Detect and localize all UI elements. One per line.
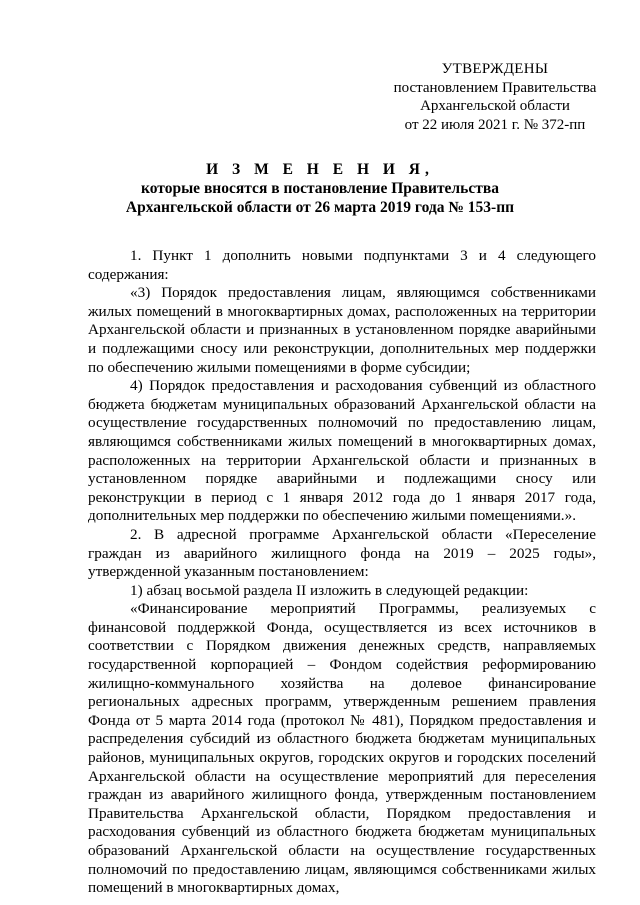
paragraph: «3) Порядок предоставления лицам, являющимся собственниками жилых помещений в многоквартирных домах, расположенных на территории Архангельской области и признанных в установленном порядке аварийными и подлежащими сносу или реконструкции, дополнительных мер поддержки по обеспечению жилыми помещениями в форме субсидии;	[88, 284, 596, 376]
approval-stamp	[380, 60, 610, 134]
approval-line: Архангельской области	[420, 98, 570, 114]
approval-heading: УТВЕРЖДЕНЫ	[441, 61, 549, 77]
document-title	[60, 160, 580, 217]
paragraph: 2. В адресной программе Архангельской области «Переселение граждан из аварийного жилищного фонда на 2019 – 2025 годы», утвержденной указанным постановлением:	[88, 525, 596, 581]
title-heading: И З М Е Н Е Н И Я,	[206, 161, 434, 178]
paragraph: «Финансирование мероприятий Программы, реализуемых с финансовой поддержкой Фонда, осуществляется из всех источников в соответствии с Порядком движения денежных средств, направляемых государственной корпорацией – Фондом содействия реформированию жилищно-коммунального хозяйства на долевое финансирование региональных адресных программ, утвержденным решением правления Фонда от 5 марта 2014 года (протокол № 481), Порядком предоставления и распределения субсидий из областного бюджета бюджетам муниципальных районов, муниципальных округов, городских округов и городских поселений Архангельской области на осуществление мероприятий для переселения граждан из аварийного жилищного фонда, утвержденным постановлением Правительства Архангельской области, Порядком предоставления и расходования субвенций из областного бюджета бюджетам муниципальных образований Архангельской области на осуществление государственных полномочий по предоставлению лицам, являющимся собственниками жилых помещений в многоквартирных домах,	[88, 600, 596, 897]
approval-line: постановлением Правительства	[393, 79, 597, 96]
paragraph: 4) Порядок предоставления и расходования субвенций из областного бюджета бюджетам муниципальных образований Архангельской области на осуществление государственных полномочий по предоставлению лицам, являющимся собственниками жилых помещений в многоквартирных домах, расположенных на территории Архангельской области и признанных в установленном порядке аварийными и подлежащими сносу или реконструкции в период с 1 января 2012 года до 1 января 2017 года, дополнительных мер поддержки по обеспечению жилыми помещениями.».	[88, 377, 596, 525]
paragraph: 1. Пункт 1 дополнить новыми подпунктами 3 и 4 следующего содержания:	[88, 247, 596, 283]
paragraph: 1) абзац восьмой раздела II изложить в следующей редакции:	[130, 581, 529, 599]
document-body	[88, 247, 596, 898]
title-line: Архангельской области от 26 марта 2019 года № 153-пп	[125, 199, 515, 216]
approval-date: от 22 июля 2021 г. № 372-пп	[404, 116, 586, 133]
title-line: которые вносятся в постановление Правительства	[141, 180, 499, 197]
